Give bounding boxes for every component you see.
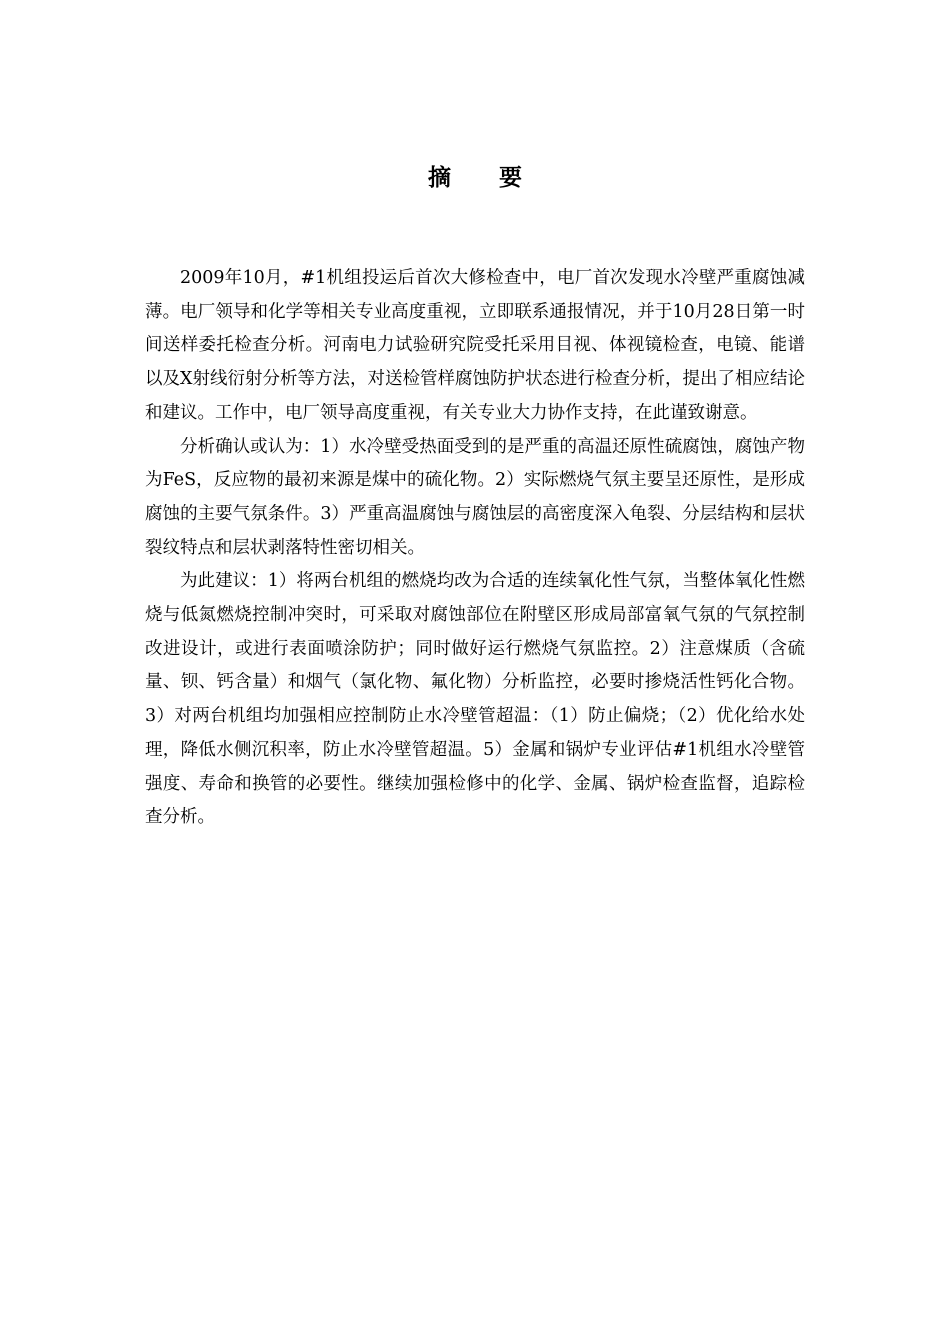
abstract-paragraph-recommendations: 为此建议：1）将两台机组的燃烧均改为合适的连续氧化性气氛，当整体氧化性燃烧与低氮燃烧控制冲突时，可采取对腐蚀部位在附壁区形成局部富氧气氛的气氛控制改进设计，或进行表面喷涂防护；同时做好运行燃烧气氛监控。2）注意煤质（含硫量、钡、钙含量）和烟气（氯化物、氟化物）分析监控，必要时掺烧活性钙化合物。3）对两台机组均加强相应控制防止水冷壁管超温：（1）防止偏烧；（2）优化给水处理，降低水侧沉积率，防止水冷壁管超温。5）金属和锅炉专业评估#1机组水冷壁管强度、寿命和换管的必要性。继续加强检修中的化学、金属、锅炉检查监督，追踪检查分析。	[145, 571, 805, 828]
abstract-paragraph-intro: 2009年10月，#1机组投运后首次大修检查中，电厂首次发现水冷壁严重腐蚀减薄。电厂领导和化学等相关专业高度重视，立即联系通报情况，并于10月28日第一时间送样委托检查分析。河南电力试验研究院受托采用目视、体视镜检查，电镜、能谱以及X射线衍射分析等方法，对送检管样腐蚀防护状态进行检查分析，提出了相应结论和建议。工作中，电厂领导高度重视，有关专业大力协作支持，在此谨致谢意。	[145, 268, 805, 423]
abstract-title: 摘 要	[427, 165, 542, 191]
abstract-body	[145, 262, 805, 835]
abstract-paragraph-analysis: 分析确认或认为：1）水冷壁受热面受到的是严重的高温还原性硫腐蚀，腐蚀产物为FeS，反应物的最初来源是煤中的硫化物。2）实际燃烧气氛主要呈还原性，是形成腐蚀的主要气氛条件。3）严重高温腐蚀与腐蚀层的高密度深入龟裂、分层结构和层状裂纹特点和层状剥落特性密切相关。	[145, 436, 805, 558]
